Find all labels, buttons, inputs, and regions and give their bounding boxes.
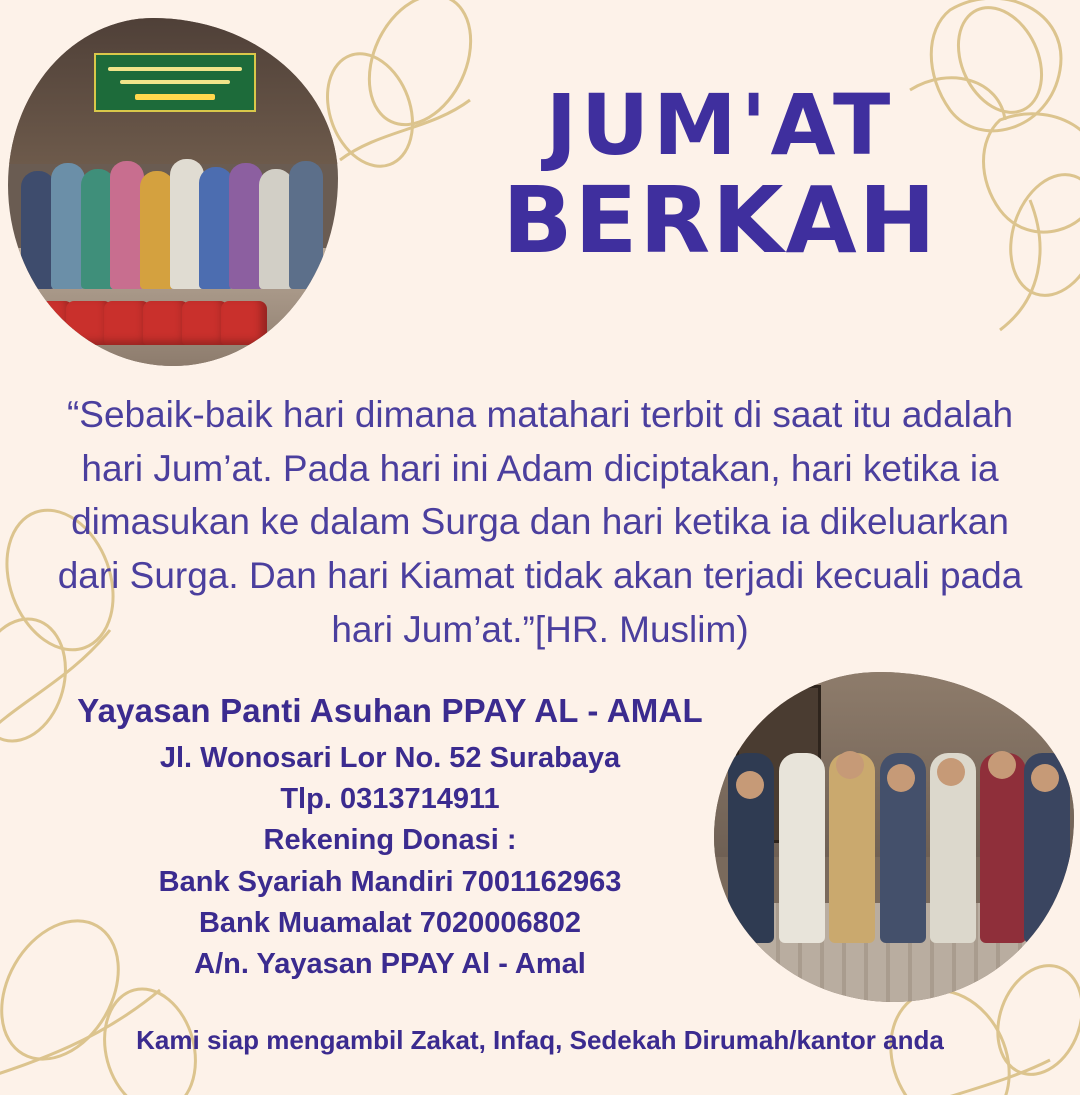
hadith-quote: “Sebaik-baik hari dimana matahari terbit di saat itu adalah hari Jum’at. Pada hari ini Adam diciptakan, hari ketika ia dimasukan ke dalam Surga dan hari ketika ia dikeluarkan dari Surga. Dan hari Kiamat tidak akan terjadi kecuali pada hari Jum’at.”[HR. Muslim) [57,394,1023,650]
photo-children-group [8,18,338,366]
organization-info [20,692,760,985]
account-holder-name: A/n. Yayasan PPAY Al - Amal [194,947,586,980]
pickup-service-tagline: Kami siap mengambil Zakat, Infaq, Sedekah Dirumah/kantor anda [136,1025,944,1055]
poster-title [420,76,1020,274]
organization-address: Jl. Wonosari Lor No. 52 Surabaya [159,742,621,774]
title-line-1: JUM'AT [545,76,895,174]
organization-phone: Tlp. 0313714911 [280,783,500,816]
donation-account-label: Rekening Donasi : [263,824,517,857]
bank-account-2: Bank Muamalat 7020006802 [198,906,582,939]
photo-people [8,143,338,289]
poster-header [0,0,1080,380]
photo-banner-sign [94,53,256,113]
organization-name: Yayasan Panti Asuhan PPAY AL - AMAL [77,692,703,729]
bank-account-1: Bank Syariah Mandiri 7001162963 [158,865,622,898]
photo-donation-bags [21,291,298,345]
photo-recipients-group [714,672,1074,1002]
title-line-2: BERKAH [502,166,938,274]
